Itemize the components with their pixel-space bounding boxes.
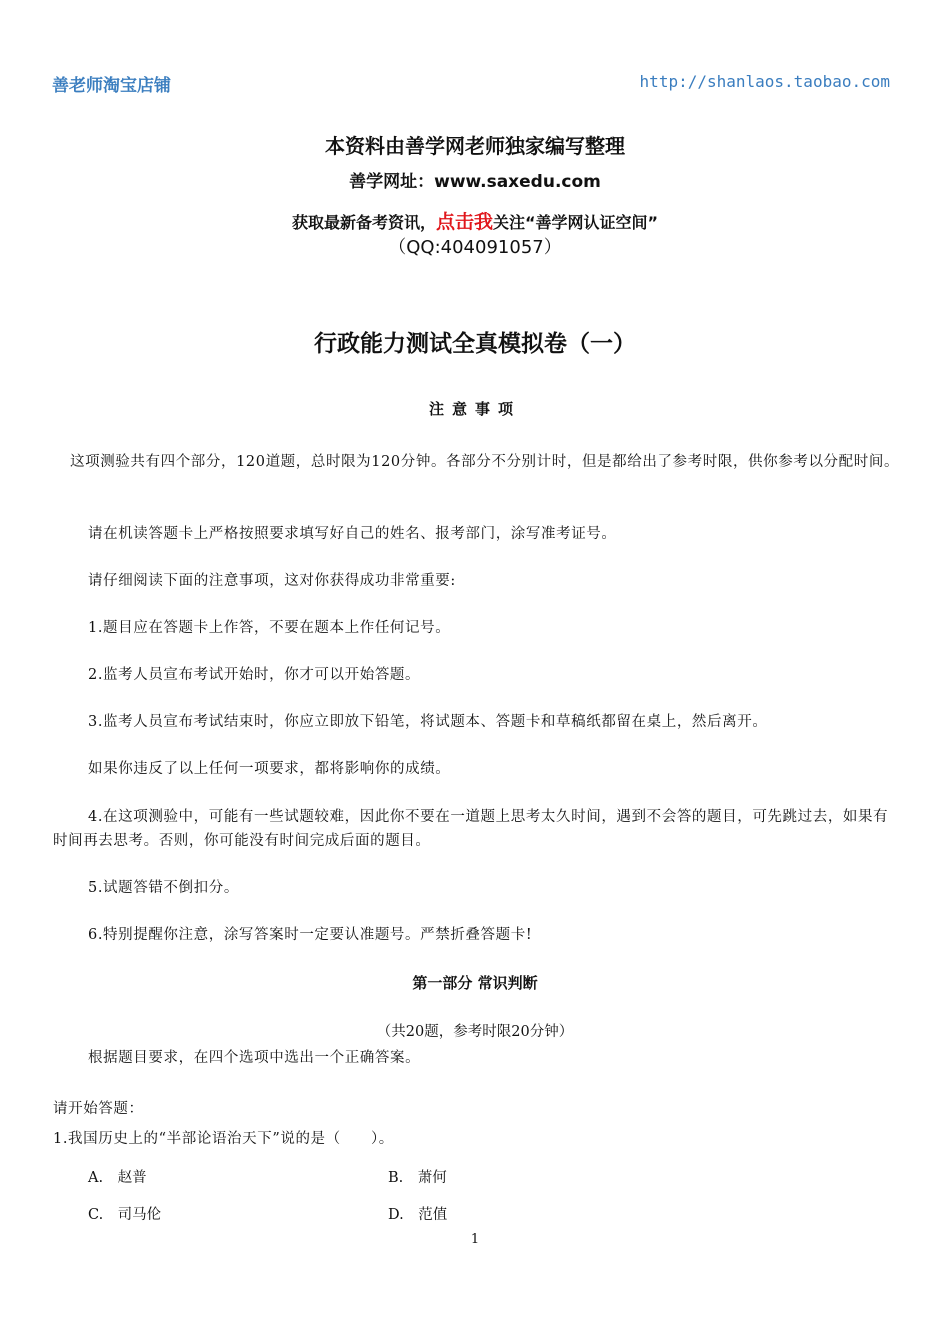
notice-p1: 请在机读答题卡上严格按照要求填写好自己的姓名、报考部门，涂写准考证号。 [88, 526, 617, 542]
page-number: 1 [470, 1232, 480, 1247]
doc-title: 行政能力测试全真模拟卷（一） [314, 330, 636, 357]
rule-5: 5.试题答错不倒扣分。 [88, 880, 239, 896]
banner-line-3 [0, 207, 950, 234]
banner-qq: （QQ:404091057） [388, 237, 562, 258]
section-instruction: 根据题目要求，在四个选项中选出一个正确答案。 [88, 1050, 421, 1066]
section-title: 第一部分 常识判断 [412, 974, 538, 992]
rule-2: 2.监考人员宣布考试开始时，你才可以开始答题。 [88, 667, 421, 683]
q1-option-c: C. 司马伦 [88, 1207, 162, 1223]
start-prompt: 请开始答题： [53, 1101, 144, 1117]
banner-line-3-pre: 获取最新备考资讯， [291, 213, 436, 232]
rule-6: 6.特别提醒你注意，涂写答案时一定要认准题号。严禁折叠答题卡! [88, 927, 533, 943]
q1-option-d: D. 范值 [388, 1207, 448, 1223]
section-subtitle: （共20题，参考时限20分钟） [376, 1024, 574, 1040]
banner-line-3-post: 关注“善学网认证空间” [492, 213, 659, 232]
intro-paragraph: 这项测验共有四个部分，120道题，总时限为120分钟。各部分不分别计时，但是都给出了参考时限，供你参考以分配时间。 [70, 454, 900, 470]
rule-3: 3.监考人员宣布考试结束时，你应立即放下铅笔，将试题本、答题卡和草稿纸都留在桌上，然后离开。 [88, 714, 768, 730]
rule-4: 4.在这项测验中，可能有一些试题较难，因此你不要在一道题上思考太久时间，遇到不会答的题目，可先跳过去，如果有时间再去思考。否则，你可能没有时间完成后面的题目。 [53, 809, 889, 849]
banner-line-1: 本资料由善学网老师独家编写整理 [325, 134, 625, 158]
shop-name: 善老师淘宝店铺 [52, 76, 171, 96]
rule-warning: 如果你违反了以上任何一项要求，都将影响你的成绩。 [88, 761, 451, 777]
q1-option-b: B. 萧何 [388, 1170, 447, 1186]
notice-p2: 请仔细阅读下面的注意事项，这对你获得成功非常重要: [88, 573, 456, 589]
click-me-link[interactable]: 点击我 [435, 211, 493, 233]
question-1: 1.我国历史上的“半部论语治天下”说的是（ ）。 [53, 1131, 394, 1147]
banner-website[interactable]: 善学网址：www.saxedu.com [349, 172, 601, 192]
notice-title: 注意事项 [428, 400, 521, 418]
shop-url[interactable]: http://shanlaos.taobao.com [639, 72, 890, 91]
rule-1: 1.题目应在答题卡上作答，不要在题本上作任何记号。 [88, 620, 451, 636]
q1-option-a: A. 赵普 [88, 1170, 147, 1186]
